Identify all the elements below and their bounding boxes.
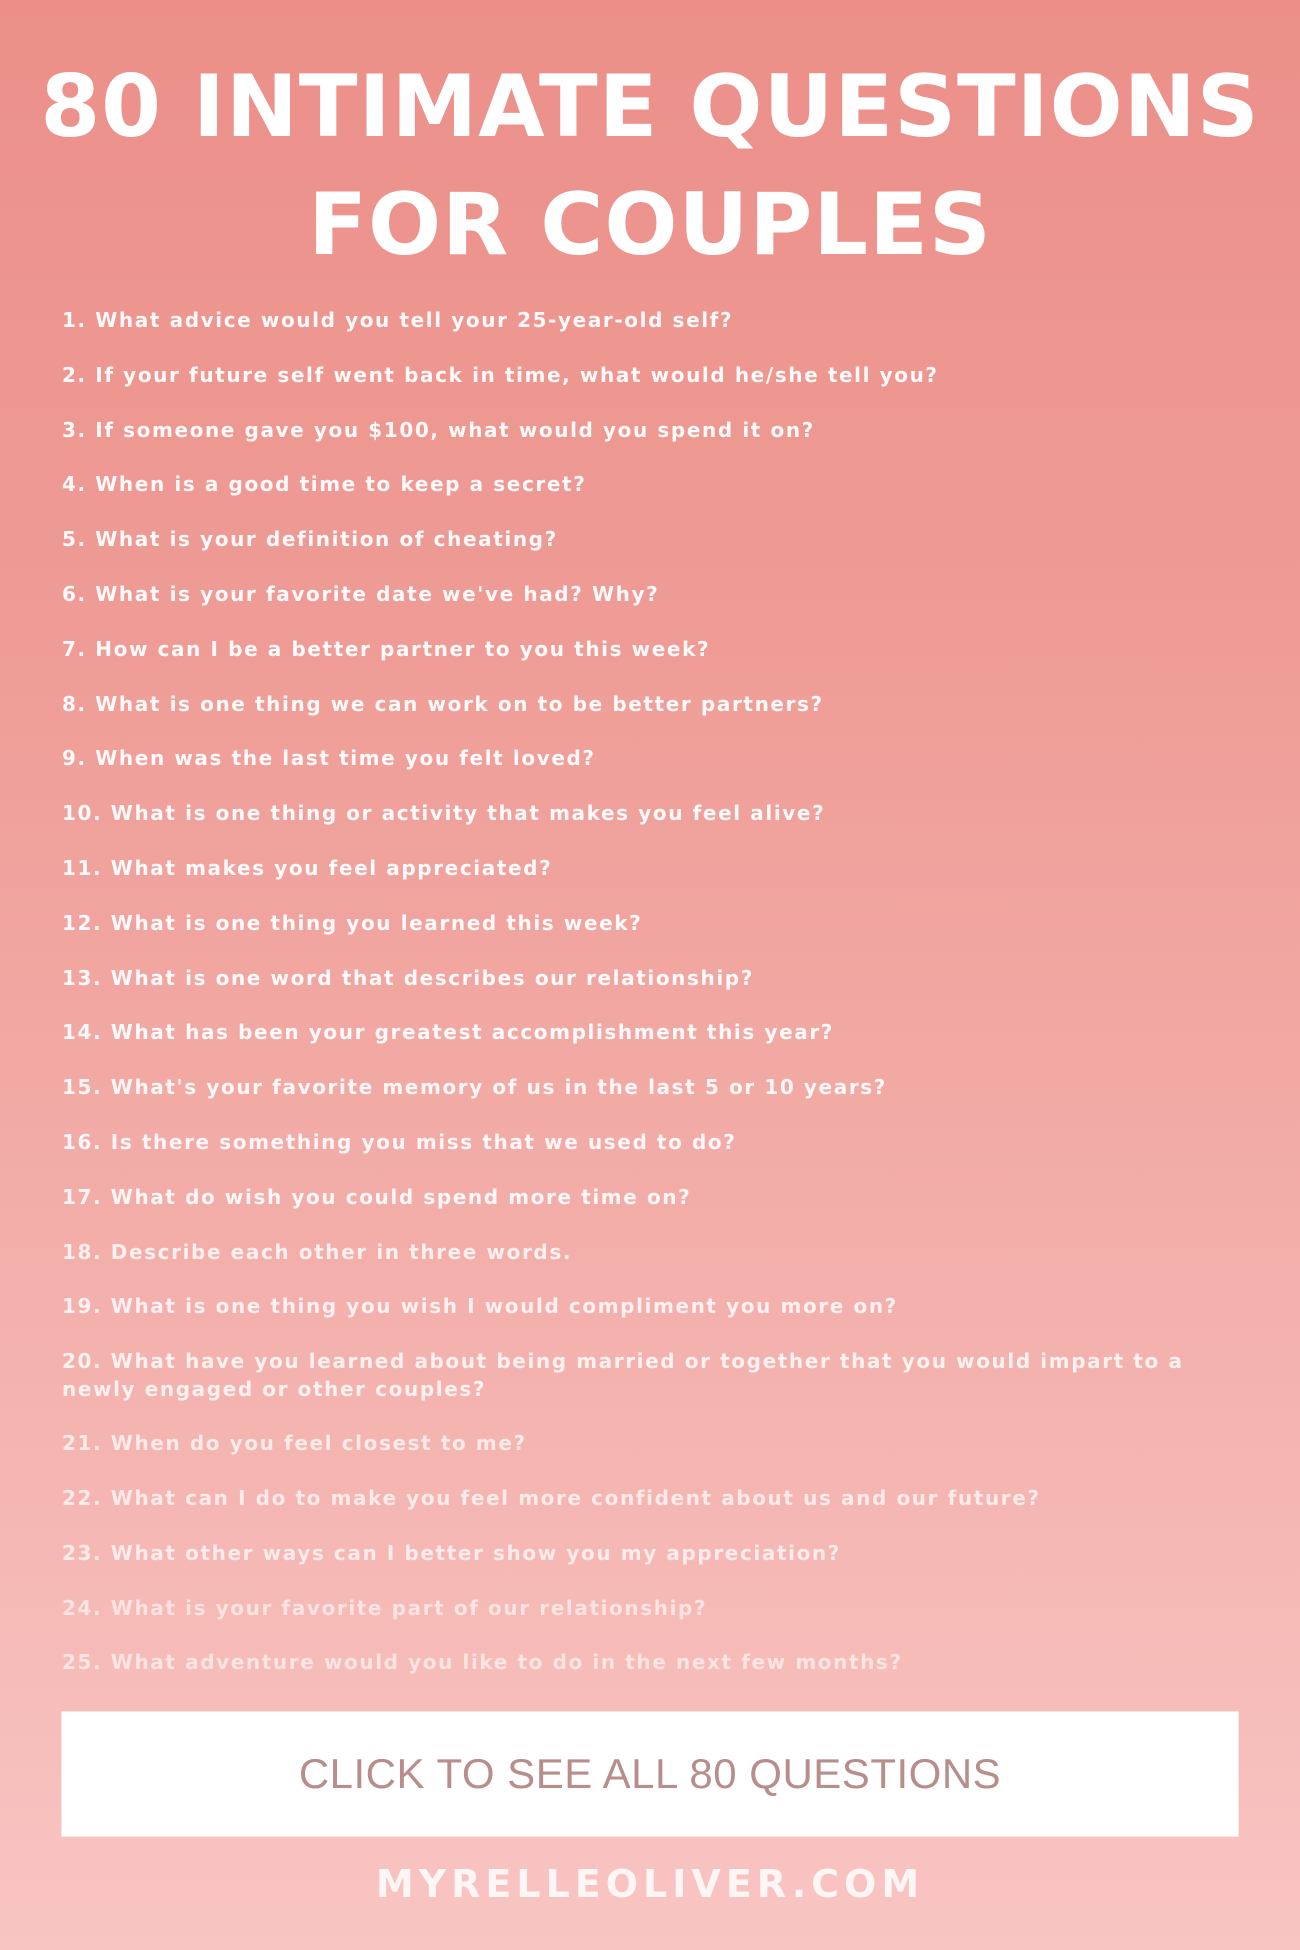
question-item: 24. What is your favorite part of our relationship? — [62, 1595, 708, 1620]
question-item: 20. What have you learned about being married or together that you would impart to a newly engaged or other couples? — [62, 1349, 1184, 1402]
title-line-2: FOR COUPLES — [308, 175, 992, 275]
question-item: 10. What is one thing or activity that makes you feel alive? — [62, 801, 826, 826]
see-all-questions-button[interactable]: CLICK TO SEE ALL 80 QUESTIONS — [62, 1712, 1238, 1836]
question-item: 7. How can I be a better partner to you this week? — [62, 636, 711, 661]
question-item: 18. Describe each other in three words. — [62, 1239, 573, 1264]
question-item: 6. What is your favorite date we've had? Why? — [62, 581, 660, 606]
question-item: 1. What advice would you tell your 25-year-old self? — [62, 308, 734, 332]
question-list — [62, 300, 1252, 1697]
question-item: 21. When do you feel closest to me? — [62, 1431, 527, 1456]
question-item: 5. What is your definition of cheating? — [62, 527, 558, 552]
question-item: 19. What is one thing you wish I would compliment you more on? — [62, 1294, 898, 1319]
question-item: 15. What's your favorite memory of us in the last 5 or 10 years? — [62, 1075, 887, 1100]
question-item: 8. What is one thing we can work on to be better partners? — [62, 691, 824, 716]
title-line-1: 80 INTIMATE QUESTIONS — [40, 57, 1260, 157]
site-url: MYRELLEOLIVER.COM — [375, 1862, 925, 1906]
question-item: 14. What has been your greatest accomplishment this year? — [62, 1020, 835, 1045]
question-item: 22. What can I do to make you feel more confident about us and our future? — [62, 1485, 1041, 1510]
question-item: 13. What is one word that describes our relationship? — [62, 965, 754, 990]
question-item: 2. If your future self went back in time, what would he/she tell you? — [62, 362, 939, 387]
question-item: 12. What is one thing you learned this week? — [62, 910, 643, 935]
question-item: 23. What other ways can I better show you my appreciation? — [62, 1540, 841, 1565]
question-item: 9. When was the last time you felt loved? — [62, 746, 596, 771]
question-item: 3. If someone gave you $100, what would you spend it on? — [62, 417, 815, 442]
page-title — [0, 48, 1300, 284]
question-item: 11. What makes you feel appreciated? — [62, 855, 553, 880]
question-item: 16. Is there something you miss that we used to do? — [62, 1129, 737, 1154]
question-item: 4. When is a good time to keep a secret? — [62, 472, 587, 497]
question-item: 17. What do wish you could spend more time on? — [62, 1184, 692, 1209]
question-item: 25. What adventure would you like to do in the next few months? — [62, 1650, 903, 1675]
